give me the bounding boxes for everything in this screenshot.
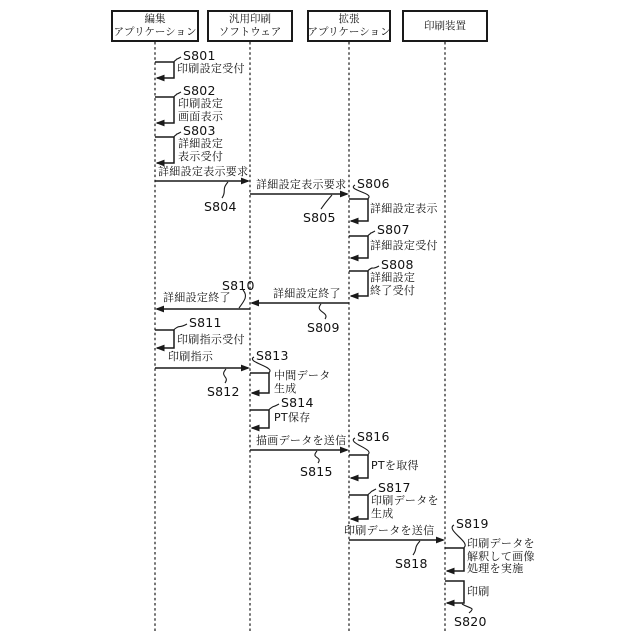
participant-box-printing-device [402,10,488,42]
message-text-S804 [158,166,248,179]
self-step-text-S801 [177,63,245,76]
self-step-return-arrowhead-S806 [350,218,359,225]
self-step-text-S814 [274,412,311,425]
self-step-box-S803 [155,137,174,163]
message-text-S810-line: 詳細設定終了 [163,291,231,304]
step-label-S811: S811 [189,315,222,330]
self-step-text-S813 [274,370,331,395]
step-label-S813: S813 [256,348,289,363]
self-step-return-arrowhead-S816 [350,475,359,482]
self-step-text-S801-line: 印刷設定受付 [177,62,245,75]
self-step-text-S816 [371,460,419,473]
step-label-S807: S807 [377,222,410,237]
message-arrowhead-S812 [241,365,250,372]
participant-label: ソフトウェア [218,26,282,38]
self-step-text-S817-line: 印刷データを [371,494,439,507]
step-label-S802: S802 [183,83,216,98]
leader-line-S812 [224,369,227,383]
leader-line-S808 [368,266,379,271]
self-step-text-S802-line: 画面表示 [178,109,224,123]
self-step-text-S803-line: 詳細設定 [178,137,224,150]
leader-line-S809 [319,304,326,319]
self-step-return-arrowhead-S807 [350,255,359,262]
self-step-return-arrowhead-S820 [446,600,455,607]
self-step-text-S814-line: PT保存 [274,411,311,424]
step-label-S812: S812 [207,384,240,399]
self-step-return-arrowhead-S819 [446,568,455,575]
message-text-S812 [168,351,213,364]
leader-line-S802 [174,92,181,97]
leader-line-S803 [174,132,181,137]
leader-line-S807 [368,231,375,236]
message-arrowhead-S805 [340,191,349,198]
self-step-text-S819 [467,538,535,576]
message-text-S815-line: 描画データを送信 [256,434,347,447]
leader-line-S818 [413,541,420,555]
participant-label: 編集 [144,13,166,25]
self-step-text-S813-line: 生成 [274,381,297,395]
message-text-S809-line: 詳細設定終了 [273,287,341,300]
step-label-S805: S805 [303,210,336,225]
self-step-text-S817 [371,495,439,520]
leader-line-S804 [222,182,228,198]
message-arrowhead-S810 [155,306,164,313]
message-arrowhead-S815 [340,447,349,454]
leader-line-S801 [174,57,181,62]
participant-box-extension-application [307,10,391,42]
self-step-text-S803-line: 表示受付 [178,149,224,163]
self-step-return-arrowhead-S808 [350,293,359,300]
message-text-S812-line: 印刷指示 [168,350,214,363]
step-label-S817: S817 [378,480,411,495]
step-label-S810: S810 [222,278,255,293]
message-text-S818 [344,525,434,538]
self-step-box-S817 [349,495,368,519]
self-step-text-S807 [370,240,438,253]
step-label-S809: S809 [307,320,340,335]
self-step-text-S820 [467,586,490,599]
self-step-text-S811 [177,334,245,347]
self-step-return-arrowhead-S814 [251,425,260,432]
self-step-text-S802 [178,98,223,123]
leader-line-S805 [321,195,332,209]
self-step-box-S819 [445,548,464,571]
leader-line-S815 [315,451,319,463]
message-text-S804-line: 詳細設定表示要求 [158,165,249,178]
message-text-S805 [256,179,346,192]
message-arrowhead-S809 [250,300,259,307]
message-text-S809 [273,288,341,301]
step-label-S804: S804 [204,199,237,214]
leader-line-S814 [269,404,279,410]
self-step-box-S816 [349,455,368,478]
self-step-text-S803 [178,138,223,163]
participant-label: 汎用印刷 [229,13,271,25]
step-label-S820: S820 [454,614,487,629]
participant-box-edit-application [111,10,199,42]
self-step-return-arrowhead-S802 [156,120,165,127]
self-step-text-S806 [370,203,438,216]
step-label-S816: S816 [357,429,390,444]
leader-line-S811 [174,324,187,330]
self-step-text-S819-line: 印刷データを [467,537,535,550]
message-text-S815 [256,435,346,448]
step-label-S801: S801 [183,48,216,63]
self-step-text-S820-line: 印刷 [467,585,490,598]
self-step-return-arrowhead-S811 [156,345,165,352]
self-step-text-S813-line: 中間データ [274,369,331,382]
step-label-S819: S819 [456,516,489,531]
participant-label: 印刷装置 [424,19,466,32]
leader-line-S820 [462,604,472,613]
self-step-text-S811-line: 印刷指示受付 [177,333,245,346]
step-label-S818: S818 [395,556,428,571]
self-step-text-S819-line: 解釈して画像 [467,549,535,563]
self-step-box-S808 [349,271,368,296]
message-arrowhead-S818 [436,537,445,544]
self-step-return-arrowhead-S817 [350,516,359,523]
self-step-text-S817-line: 生成 [371,506,394,520]
self-step-text-S808 [370,272,415,297]
step-label-S814: S814 [281,395,314,410]
self-step-text-S808-line: 終了受付 [370,283,416,297]
message-text-S805-line: 詳細設定表示要求 [256,178,347,191]
participant-label: 拡張 [338,13,360,25]
self-step-return-arrowhead-S801 [156,75,165,82]
self-step-text-S807-line: 詳細設定受付 [370,239,438,252]
step-label-S803: S803 [183,123,216,138]
message-arrowhead-S804 [241,178,250,185]
step-label-S806: S806 [357,176,390,191]
message-text-S810 [163,292,231,305]
self-step-text-S802-line: 印刷設定 [178,97,224,110]
self-step-text-S819-line: 処理を実施 [467,562,524,575]
self-step-box-S802 [155,97,174,123]
self-step-return-arrowhead-S813 [251,390,260,397]
step-label-S808: S808 [381,257,414,272]
participant-label: アプリケーション [307,26,391,38]
participant-box-generic-print-software [207,10,293,42]
participant-label: アプリケーション [113,26,197,38]
self-step-text-S816-line: PTを取得 [371,459,419,472]
self-step-text-S806-line: 詳細設定表示 [370,202,438,215]
self-step-text-S808-line: 詳細設定 [370,271,416,284]
message-text-S818-line: 印刷データを送信 [344,524,435,537]
step-label-S815: S815 [300,464,333,479]
